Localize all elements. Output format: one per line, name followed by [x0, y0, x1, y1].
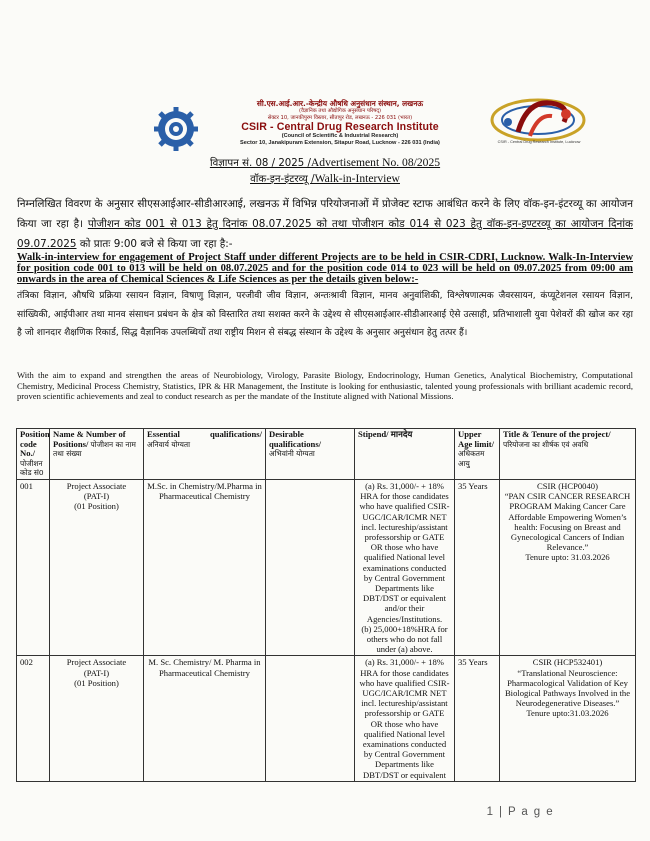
position-code: 001	[17, 479, 50, 655]
institute-name-english: CSIR - Central Drug Research Institute	[241, 121, 439, 133]
council-name-english: (Council of Scientific & Industrial Research)	[281, 133, 399, 139]
intro-english: Walk-in-interview for engagement of Project Staff under different Projects are to be held in CSIR-CDRI, Lucknow. Walk-In-Interview for position code 001 to 013 will be held on 08.07.2025 and for the position code 014 to 023 will be held on 09.07.2025 from 09:00 am onwards in the area of Chemical Sciences & Life Sciences as per the details given below:-	[17, 252, 633, 286]
upper-age: 35 Years	[455, 479, 500, 655]
header-desirable-qualifications: Desirable qualifications/ अभिवांनी योग्यता	[266, 429, 355, 480]
project-details: CSIR (HCP532401) “Translational Neuroscience: Pharmacological Validation of Key Biological Pathways Involved in the Neurodegenerative Diseases.” Tenure upto:31.03.2026	[500, 656, 636, 781]
header-position-name: Name & Number of Positions/ पोजीशन का नाम तथा संख्या	[50, 429, 144, 480]
header-essential-qualifications: Essential qualifications/ अनिवार्य योग्यता	[144, 429, 266, 480]
position-code: 002	[17, 656, 50, 781]
essential-qualification: M.Sc. in Chemistry/M.Pharma in Pharmaceutical Chemistry	[144, 479, 266, 655]
positions-table	[16, 428, 636, 782]
desirable-qualification	[266, 479, 355, 655]
page-number: 1 | P a g e	[486, 806, 554, 818]
header-stipend: Stipend/ मानदेय	[355, 429, 455, 480]
advertisement-number: विज्ञापन सं. 08 / 2025 /Advertisement No. 08/2025	[209, 156, 441, 169]
areas-hindi: तंत्रिका विज्ञान, औषधि प्रक्रिया रसायन विज्ञान, विषाणु विज्ञान, परजीवी जीव विज्ञान, अन्तःश्रावी विज्ञान, मानव अनुवांशिकी, विश्लेषणात्मक जैवरसायन, कंप्यूटेशनल रसायन विज्ञान, सांख्यिकी, आईपीआर तथा मानव संसाधन प्रबंधन के क्षेत्र को विस्तारित तथा सशक्त करने के उद्देश्य से सीएसआईआर-सीडीआरआई ऐसे उत्साही, प्रतिभाशाली युवा पेशेवरों की खोज कर रहा है जो शानदार शैक्षणिक रिकार्ड, सिद्ध वैज्ञानिक उपलब्धियों तथा राष्ट्रीय मिशन से संबद्ध संस्थान के उद्देश्य के अनुसार अनुसंधान हेतु तत्पर हैं।	[17, 291, 633, 338]
walk-in-heading: वॉक-इन-इंटरव्यू /Walk-in-Interview	[250, 172, 400, 185]
table-row	[17, 479, 636, 655]
stipend: (a) Rs. 31,000/- + 18% HRA for those candidates who have qualified CSIR-UGC/ICAR/ICMR NET incl. lectureship/assistant professorship or GATE OR those who have qualified National level examinations conducted by Central Government Departments like DBT/DST or equivalent	[355, 656, 455, 781]
header-project-title: Title & Tenure of the project/ परियोजना का शीर्षक एवं अवधि	[500, 429, 636, 480]
address-english: Sector 10, Janakipuram Extension, Sitapur Road, Lucknow - 226 031 (India)	[240, 140, 440, 146]
council-name-hindi: (वैज्ञानिक तथा औद्योगिक अनुसंधान परिषद्)	[298, 108, 382, 114]
cdri-logo-caption: CSIR - Central Drug Research Institute, Lucknow	[497, 140, 581, 144]
header-upper-age: Upper Age limit/ अधिकतम आयु	[455, 429, 500, 480]
upper-age: 35 Years	[455, 656, 500, 781]
table-header-row	[17, 429, 636, 480]
table-row	[17, 656, 636, 781]
csir-gear-logo	[147, 104, 205, 154]
essential-qualification: M. Sc. Chemistry/ M. Pharma in Pharmaceutical Chemistry	[144, 656, 266, 781]
address-hindi: सेक्टर 10, जानकीपुरम विस्तार, सीतापुर रोड, लखनऊ - 226 031 (भारत)	[267, 114, 413, 121]
project-details: CSIR (HCP0040) “PAN CSIR CANCER RESEARCH PROGRAM Making Cancer Care Affordable Empowering Women’s health: Focusing on Breast and Gynecological Cancers of Indian Relevance.” Tenure upto: 31.03.2026	[500, 479, 636, 655]
institute-name-hindi: सी.एस.आई.आर.-केन्द्रीय औषधि अनुसंधान संस्थान, लखनऊ	[256, 99, 424, 108]
areas-english: With the aim to expand and strengthen the areas of Neurobiology, Virology, Parasite Biology, Endocrinology, Human Genetics, Analytical Biochemistry, Computational Chemistry, Medicinal Process Chemistry, Statistics, IPR & HR Management, the Institute is looking for enthusiastic, talented young professionals with brilliant academic record, proven scientific achievements and zeal to conduct research as per the mandate of the Institute aligned with National Missions.	[17, 370, 633, 402]
intro-hindi: निम्नलिखित विवरण के अनुसार सीएसआईआर-सीडीआरआई, लखनऊ में विभिन्न परियोजनाओं में प्रोजेक्ट स्टाफ आबंधित करने के लिए वॉक-इन-इंटरव्यू का आयोजन किया जा रहा है। पोजीशन कोड 001 से 013 हेतु दिनांक 08.07.2025 को तथा पोजीशन कोड 014 से 023 हेतु वॉक-इन-इण्टरव्यू का आयोजन दिनांक 09.07.2025 को प्रातः 9:00 बजे से किया जा रहा है:-	[17, 198, 633, 250]
stipend: (a) Rs. 31,000/- + 18% HRA for those candidates who have qualified CSIR-UGC/ICAR/ICMR NET incl. lectureship/assistant professorship or GATE OR those who have qualified National level examinations conducted by Central Government Departments like DBT/DST or equivalent and/or their Agencies/Institutions. (b) 25,000+18%HRA for others who do not fall under (a) above.	[355, 479, 455, 655]
institute-header	[210, 99, 470, 147]
desirable-qualification	[266, 656, 355, 781]
header-position-code: Position code No./ पोजीशन कोड सं0	[17, 429, 50, 480]
position-name: Project Associate (PAT-I) (01 Position)	[50, 479, 144, 655]
position-name: Project Associate (PAT-I) (01 Position)	[50, 656, 144, 781]
cdri-logo	[478, 92, 598, 154]
